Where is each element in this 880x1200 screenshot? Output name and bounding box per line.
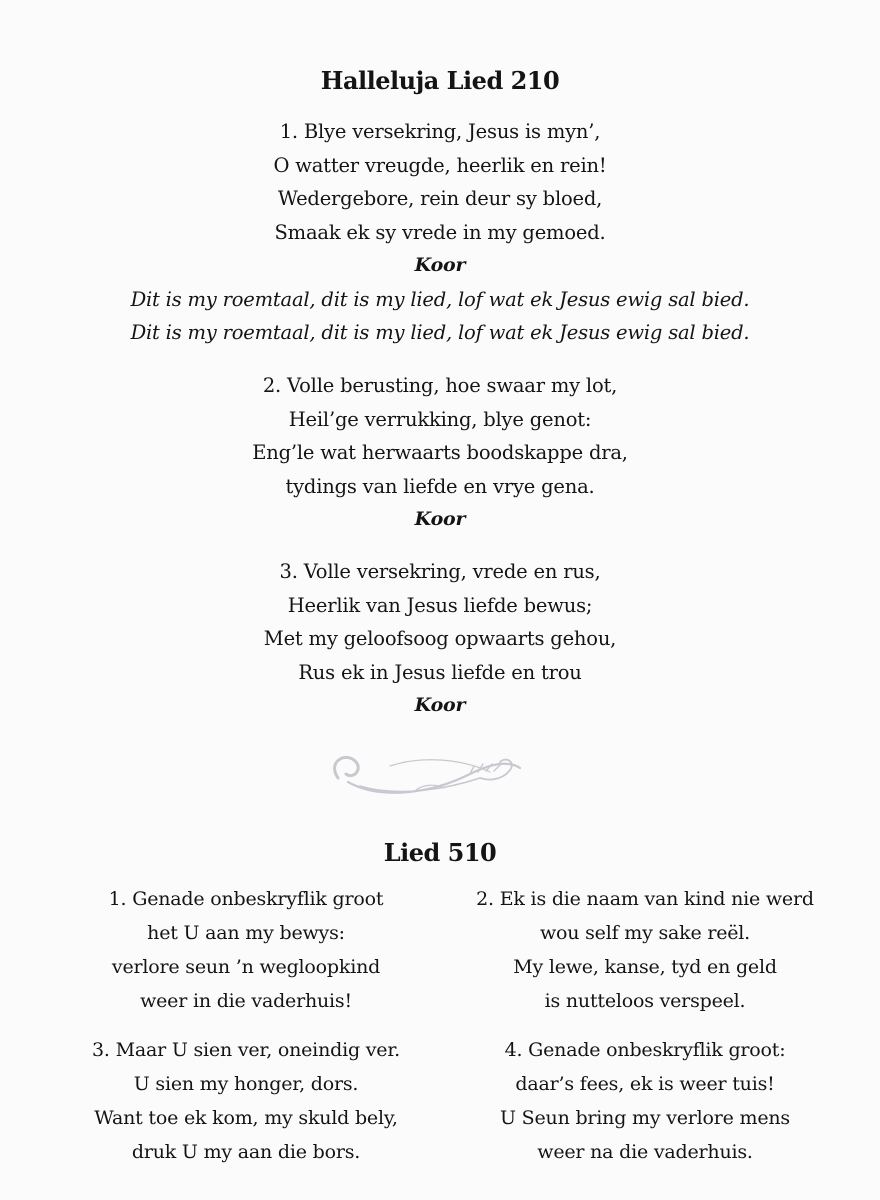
- verse-line: Eng’le wat herwaarts boodskappe dra,: [252, 441, 628, 464]
- verse-line: is nutteloos verspeel.: [544, 990, 746, 1012]
- verse-line: druk U my aan die bors.: [131, 1141, 361, 1163]
- verse-line: 1. Genade onbeskryflik groot: [108, 888, 384, 910]
- hymn-510-verse-3: [36, 1033, 456, 1169]
- hymn-510-verse-4: [435, 1033, 855, 1169]
- chorus-line: Dit is my roemtaal, dit is my lied, lof wat ek Jesus ewig sal bied.: [130, 287, 750, 311]
- hymn-210-title: Halleluja Lied 210: [320, 66, 560, 95]
- hymn-510-verse-2: [435, 882, 855, 1018]
- hymn-510-title: Lied 510: [383, 838, 497, 867]
- verse-line: O watter vreugde, heerlik en rein!: [273, 153, 607, 177]
- verse-line: 2. Ek is die naam van kind nie werd: [476, 888, 814, 910]
- verse-line: Rus ek in Jesus liefde en trou: [298, 660, 582, 684]
- verse-line: wou self my sake reël.: [539, 922, 751, 944]
- chorus-label: Koor: [414, 508, 466, 530]
- verse-line: 3. Volle versekring, vrede en rus,: [279, 560, 601, 583]
- verse-line: Wedergebore, rein deur sy bloed,: [277, 187, 603, 210]
- verse-line: verlore seun ’n wegloopkind: [111, 956, 381, 978]
- verse-line: weer na die vaderhuis.: [537, 1141, 753, 1163]
- chorus-label: Koor: [414, 254, 466, 276]
- verse-line: Want toe ek kom, my skuld bely,: [94, 1107, 398, 1129]
- verse-line: 3. Maar U sien ver, oneindig ver.: [92, 1039, 400, 1061]
- verse-line: 2. Volle berusting, hoe swaar my lot,: [262, 374, 618, 397]
- verse-line: daar’s fees, ek is weer tuis!: [515, 1073, 775, 1095]
- verse-line: Met my geloofsoog opwaarts gehou,: [263, 627, 617, 650]
- verse-line: Heil’ge verrukking, blye genot:: [288, 407, 592, 431]
- hymn-210-verse-3: [0, 555, 880, 723]
- hymn-510-verse-1: [36, 882, 456, 1018]
- verse-line: Smaak ek sy vrede in my gemoed.: [274, 220, 606, 244]
- hymn-210-verse-1: [0, 115, 880, 350]
- verse-line: 4. Genade onbeskryflik groot:: [504, 1039, 786, 1061]
- verse-line: 1. Blye versekring, Jesus is myn’,: [279, 120, 601, 143]
- verse-line: U Seun bring my verlore mens: [500, 1107, 790, 1129]
- verse-line: weer in die vaderhuis!: [140, 990, 352, 1012]
- verse-line: My lewe, kanse, tyd en geld: [513, 956, 777, 978]
- hymn-210-verse-2: [0, 369, 880, 537]
- flourish-divider-icon: [320, 738, 540, 808]
- verse-line: U sien my honger, dors.: [133, 1073, 359, 1095]
- chorus-label: Koor: [414, 694, 466, 716]
- verse-line: tydings van liefde en vrye gena.: [285, 474, 595, 498]
- chorus-line: Dit is my roemtaal, dit is my lied, lof wat ek Jesus ewig sal bied.: [130, 321, 750, 344]
- verse-line: Heerlik van Jesus liefde bewus;: [287, 593, 593, 617]
- verse-line: het U aan my bewys:: [147, 922, 345, 944]
